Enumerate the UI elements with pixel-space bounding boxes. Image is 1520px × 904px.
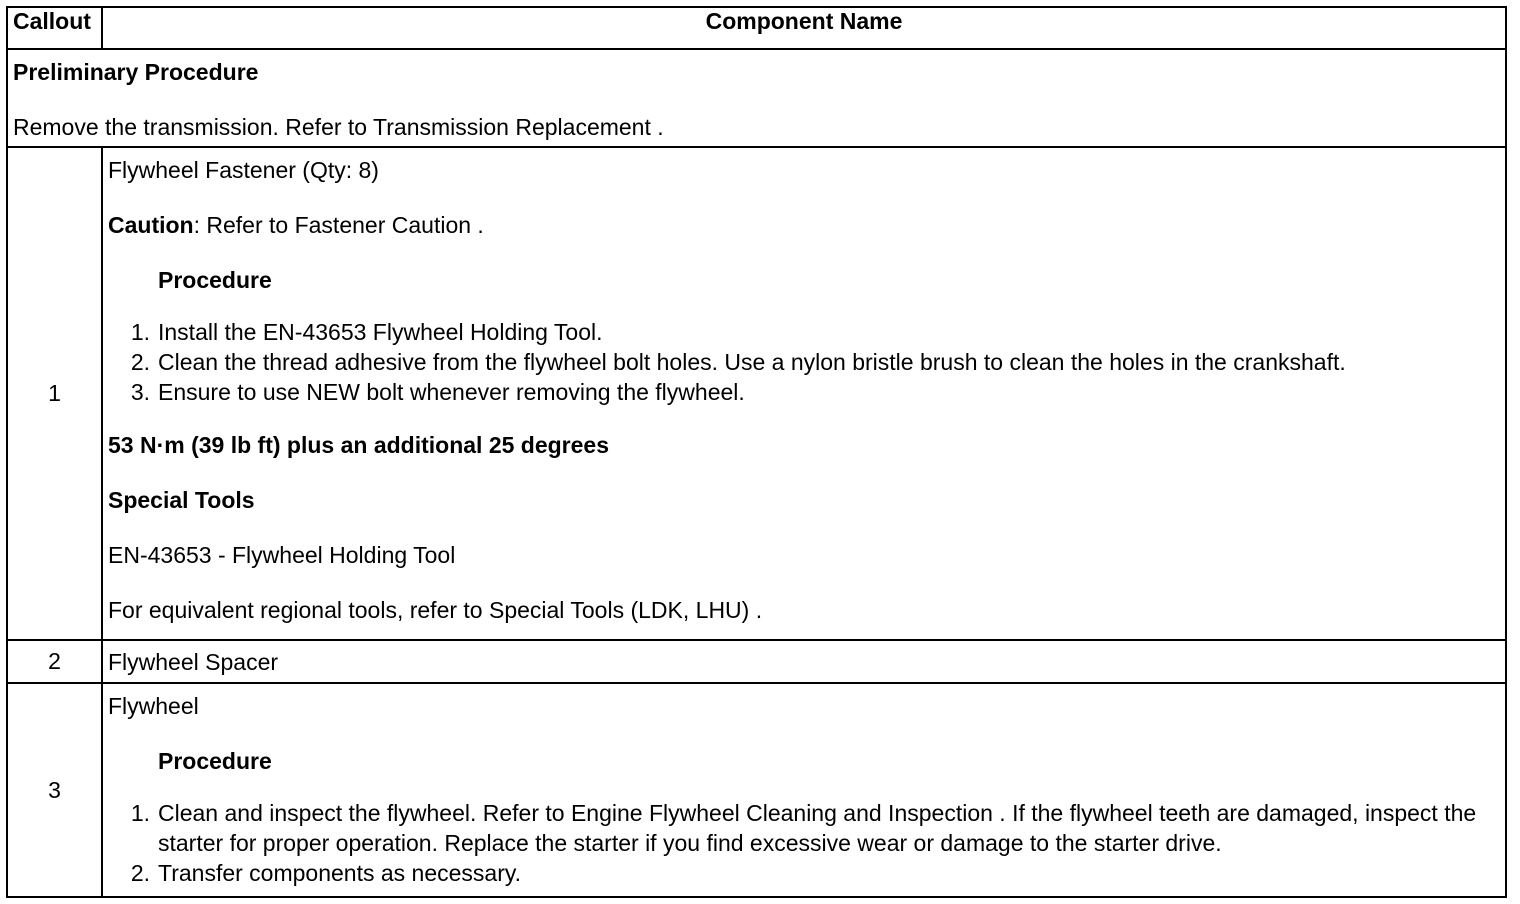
list-item: 1. Install the EN-43653 Flywheel Holding Tool. bbox=[130, 319, 603, 345]
component-cell bbox=[102, 640, 1506, 683]
preliminary-title: Preliminary Procedure bbox=[13, 59, 259, 85]
procedure-title: Procedure bbox=[158, 748, 272, 774]
header-row bbox=[7, 7, 1506, 49]
list-item: 2. Transfer components as necessary. bbox=[130, 860, 522, 886]
callout-number: 2 bbox=[7, 640, 102, 683]
procedure-title: Procedure bbox=[158, 267, 272, 293]
component-name: Flywheel Spacer bbox=[108, 648, 279, 675]
special-tool: EN-43653 - Flywheel Holding Tool bbox=[108, 542, 456, 568]
list-item: 1. Clean and inspect the flywheel. Refer to Engine Flywheel Cleaning and Inspection . If the flywheel teeth are damaged, inspect the starter for proper operation. Replace the starter if you find excessive wear or damage to the starter drive. bbox=[130, 800, 1477, 856]
component-cell bbox=[102, 147, 1506, 640]
preliminary-row bbox=[7, 49, 1506, 147]
caution-label: Caution bbox=[108, 212, 194, 238]
special-tools-title: Special Tools bbox=[108, 487, 255, 513]
callout-number: 1 bbox=[7, 147, 102, 640]
regional-tools-note: For equivalent regional tools, refer to Special Tools (LDK, LHU) . bbox=[108, 597, 763, 623]
component-name: Flywheel Fastener (Qty: 8) bbox=[108, 157, 379, 183]
caution-text: : Refer to Fastener Caution . bbox=[193, 212, 484, 238]
table-row bbox=[7, 640, 1506, 683]
preliminary-text: Remove the transmission. Refer to Transmission Replacement . bbox=[13, 114, 664, 140]
procedure-steps bbox=[108, 798, 1500, 888]
list-item: 3. Ensure to use NEW bolt whenever removing the flywheel. bbox=[130, 379, 745, 405]
table-row bbox=[7, 147, 1506, 640]
procedure-steps bbox=[108, 317, 1500, 407]
table-row bbox=[7, 683, 1506, 897]
torque-spec: 53 N·m (39 lb ft) plus an additional 25 degrees bbox=[108, 432, 610, 458]
preliminary-cell bbox=[7, 49, 1506, 147]
procedure-table bbox=[6, 6, 1507, 898]
component-cell bbox=[102, 683, 1506, 897]
header-component-name: Component Name bbox=[102, 7, 1506, 49]
component-name: Flywheel bbox=[108, 693, 199, 719]
list-item: 2. Clean the thread adhesive from the flywheel bolt holes. Use a nylon bristle brush to clean the holes in the crankshaft. bbox=[130, 349, 1346, 375]
callout-number: 3 bbox=[7, 683, 102, 897]
header-callout: Callout bbox=[7, 7, 102, 49]
